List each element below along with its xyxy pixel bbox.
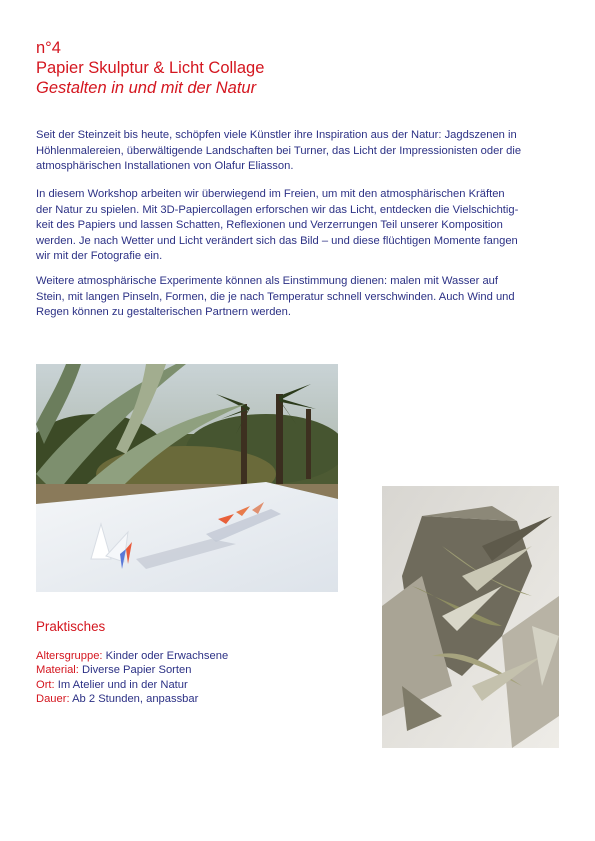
workshop-paragraph [36,187,558,265]
info-label: Altersgruppe: [36,650,103,662]
text-line: Seit der Steinzeit bis heute, schöpfen viele Künstler ihre Inspiration aus der Natur: Jagdszenen in [36,129,517,141]
info-label: Dauer: [36,693,70,706]
page-subtitle: Gestalten in und mit der Natur [36,79,257,97]
text-line: wir mit der Fotografie ein. [36,250,163,262]
info-duration [36,692,228,706]
text-line: Stein, mit langen Pinseln, Formen, die je nach Temperatur schnell verschwinden. Auch Wind und [36,290,515,303]
info-age-group [36,649,228,663]
text-line: keit des Papiers und lassen Schatten, Reflexionen und Verzerrungen Teil unserer Komposition [36,219,503,231]
info-material [36,663,228,677]
info-value: Ab 2 Stunden, anpassbar [69,693,199,706]
text-line: Regen können zu gestalterischen Partnern werden. [36,306,291,318]
text-line: In diesem Workshop arbeiten wir überwiegend im Freien, um mit den atmosphärischen Kräften [36,188,505,200]
info-label: Ort: [36,678,55,691]
leaf-shadow-photo [382,486,559,748]
workshop-number: n°4 [36,39,61,57]
info-value: Diverse Papier Sorten [78,664,192,677]
practical-title: Praktisches [36,619,106,634]
info-label: Material: [36,664,79,677]
text-line: der Natur zu spielen. Mit 3D-Papiercollagen erforschen wir das Licht, entdecken die Vielschichtig- [36,203,519,216]
experiments-paragraph [36,274,558,321]
practical-info [36,619,228,707]
info-location [36,678,228,692]
info-value: Im Atelier und in der Natur [54,678,188,691]
info-value: Kinder oder Erwachsene [102,650,229,662]
text-line: Weitere atmosphärische Experimente können als Einstimmung dienen: malen mit Wasser auf [36,275,499,287]
text-line: Höhlenmalereien, überwältigende Landschaften bei Turner, das Licht der Impressionisten oder die [36,144,522,157]
intro-paragraph [36,128,558,175]
garden-paper-sculpture-photo [36,364,338,592]
text-line: atmosphärischen Installationen von Olafur Eliasson. [36,160,294,172]
page-title: Papier Skulptur & Licht Collage [36,59,265,77]
text-line: werden. Je nach Wetter und Licht verändert sich das Bild – und diese flüchtigen Momente fangen [36,234,518,247]
page-header [36,38,264,98]
